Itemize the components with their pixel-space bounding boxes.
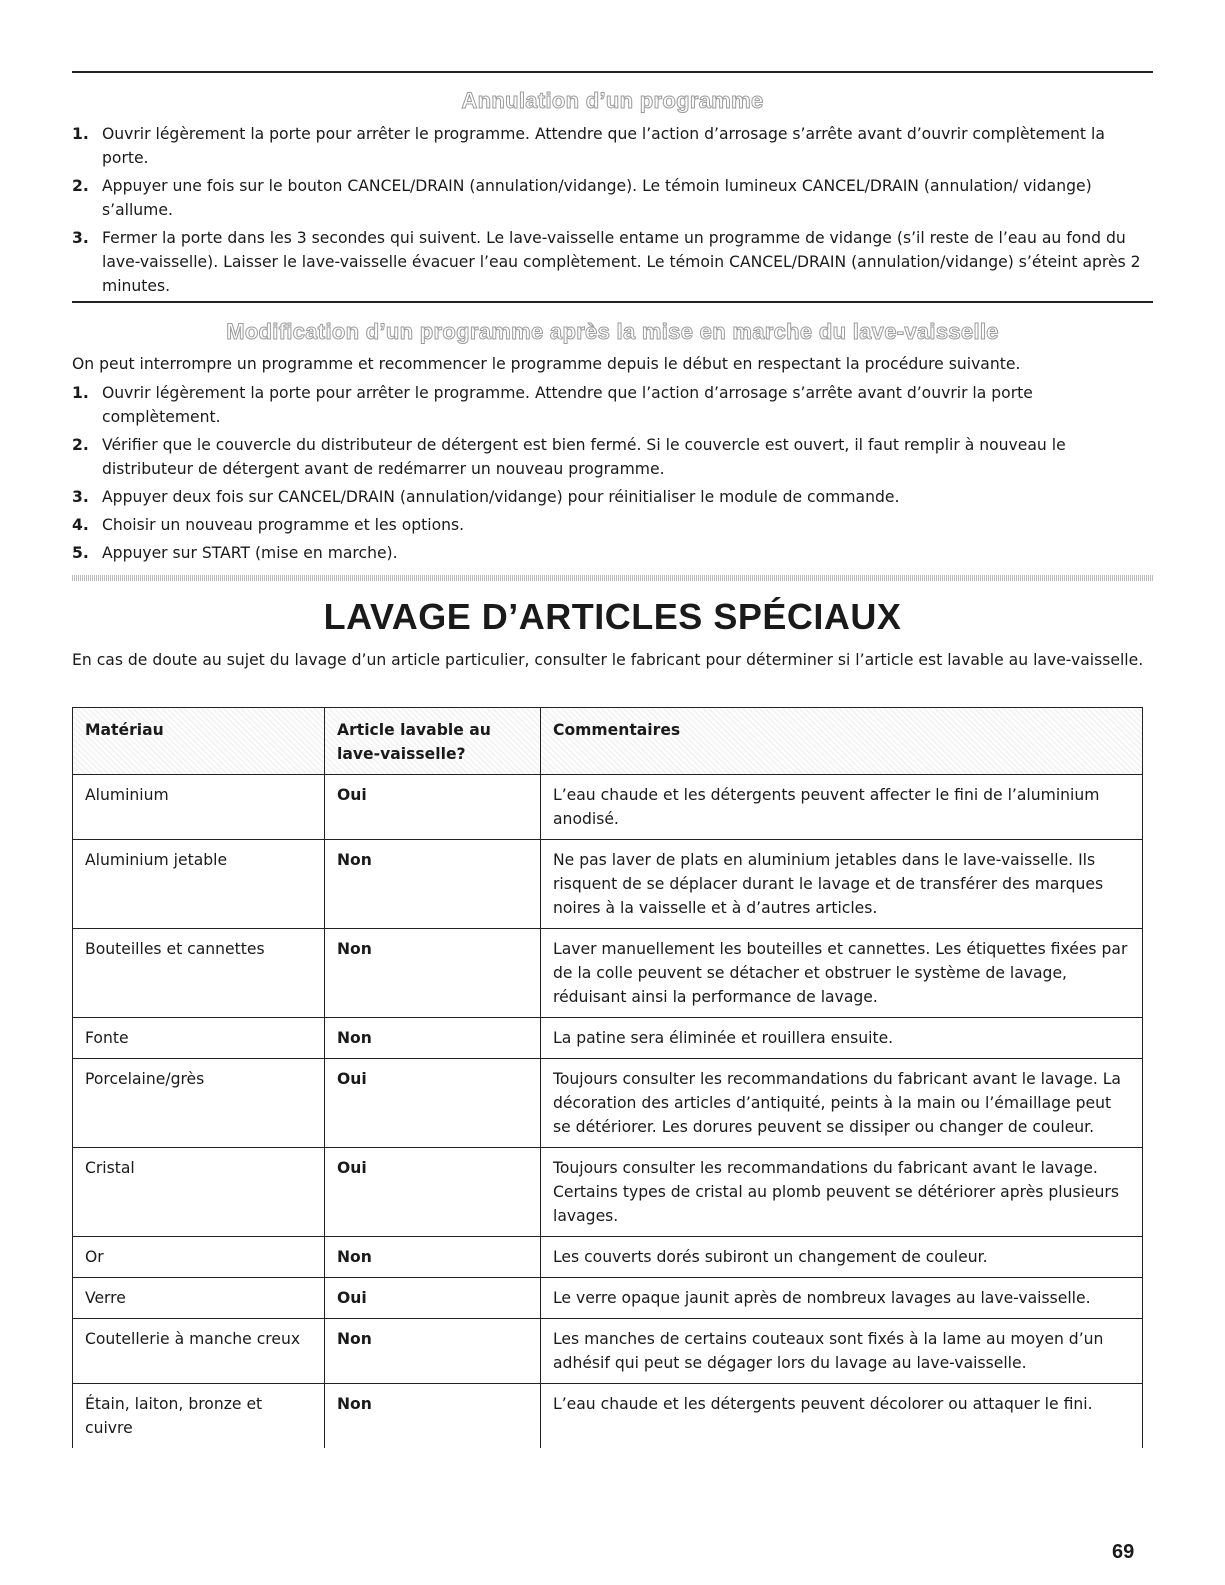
- cell-washable: Oui: [325, 1148, 541, 1237]
- table-row: [73, 1059, 1143, 1148]
- section-title-cancel: Annulation d’un programme: [461, 88, 764, 113]
- cell-washable: Non: [325, 1319, 541, 1384]
- cell-comment: Ne pas laver de plats en aluminium jetables dans le lave-vaisselle. Ils risquent de se déplacer durant le lavage et de transférer des marques noires à la vaisselle et à d’autres articles.: [541, 840, 1143, 929]
- list-item: 3. Fermer la porte dans les 3 secondes qui suivent. Le lave-vaisselle entame un programme de vidange (s’il reste de l’eau au fond du lave-vaisselle). Laisser le lave-vaisselle évacuer l’eau complètement. Le témoin CANCEL/DRAIN (annulation/vidange) s’éteint après 2 minutes.: [72, 229, 1141, 295]
- table-row: [73, 1237, 1143, 1278]
- cell-material: Coutellerie à manche creux: [73, 1319, 325, 1384]
- header-washable: Article lavable au lave-vaisselle?: [325, 708, 541, 775]
- cell-washable: Non: [325, 929, 541, 1018]
- top-rule: [72, 71, 1153, 73]
- table-row: [73, 840, 1143, 929]
- cell-comment: Laver manuellement les bouteilles et cannettes. Les étiquettes fixées par de la colle peuvent se détacher et obstruer le système de lavage, réduisant ainsi la performance de lavage.: [541, 929, 1143, 1018]
- cell-washable: Oui: [325, 1059, 541, 1148]
- cell-material: Aluminium: [73, 775, 325, 840]
- table-row: [73, 1018, 1143, 1059]
- cell-comment: Toujours consulter les recommandations du fabricant avant le lavage. Certains types de cristal au plomb peuvent se détériorer après plusieurs lavages.: [541, 1148, 1143, 1237]
- cell-material: Or: [73, 1237, 325, 1278]
- table-row: [73, 1319, 1143, 1384]
- main-intro: En cas de doute au sujet du lavage d’un article particulier, consulter le fabricant pour déterminer si l’article est lavable au lave-vaisselle.: [72, 651, 1144, 669]
- page-title: LAVAGE D’ARTICLES SPÉCIAUX: [323, 596, 902, 637]
- cell-material: Aluminium jetable: [73, 840, 325, 929]
- table-row: [73, 775, 1143, 840]
- cell-comment: Les couverts dorés subiront un changement de couleur.: [541, 1237, 1143, 1278]
- cell-washable: Non: [325, 840, 541, 929]
- section-divider: [72, 301, 1153, 303]
- list-item: 1. Ouvrir légèrement la porte pour arrêter le programme. Attendre que l’action d’arrosage s’arrête avant d’ouvrir complètement la porte.: [72, 125, 1105, 167]
- cell-washable: Oui: [325, 775, 541, 840]
- table-header-row: [73, 708, 1143, 775]
- table-row: [73, 929, 1143, 1018]
- cancel-steps-list: [72, 122, 1153, 302]
- table-row: [73, 1384, 1143, 1449]
- cell-material: Cristal: [73, 1148, 325, 1237]
- cell-comment: Les manches de certains couteaux sont fixés à la lame au moyen d’un adhésif qui peut se dégager lors du lavage au lave-vaisselle.: [541, 1319, 1143, 1384]
- page-number: 69: [1112, 1541, 1135, 1563]
- list-item: 1. Ouvrir légèrement la porte pour arrêter le programme. Attendre que l’action d’arrosage s’arrête avant d’ouvrir la porte complètement.: [72, 384, 1033, 426]
- list-item: 2. Appuyer une fois sur le bouton CANCEL/DRAIN (annulation/vidange). Le témoin lumineux CANCEL/DRAIN (annulation/ vidange) s’allume.: [72, 177, 1092, 219]
- cell-material: Bouteilles et cannettes: [73, 929, 325, 1018]
- cell-material: Étain, laiton, bronze et cuivre: [73, 1384, 325, 1449]
- cell-material: Porcelaine/grès: [73, 1059, 325, 1148]
- cell-comment: L’eau chaude et les détergents peuvent affecter le fini de l’aluminium anodisé.: [541, 775, 1143, 840]
- section-title-modify: Modification d’un programme après la mise en marche du lave-vaisselle: [226, 319, 999, 344]
- cell-comment: Le verre opaque jaunit après de nombreux lavages au lave-vaisselle.: [541, 1278, 1143, 1319]
- cell-material: Verre: [73, 1278, 325, 1319]
- header-material: Matériau: [73, 708, 325, 775]
- dotted-divider: [72, 575, 1153, 581]
- cell-comment: L’eau chaude et les détergents peuvent décolorer ou attaquer le fini.: [541, 1384, 1143, 1449]
- cell-comment: Toujours consulter les recommandations du fabricant avant le lavage. La décoration des articles d’antiquité, peints à la main ou l’émaillage peut se détériorer. Les dorures peuvent se dissiper ou changer de couleur.: [541, 1059, 1143, 1148]
- list-item: 3. Appuyer deux fois sur CANCEL/DRAIN (annulation/vidange) pour réinitialiser le module de commande.: [72, 488, 900, 506]
- cell-washable: Oui: [325, 1278, 541, 1319]
- cell-washable: Non: [325, 1018, 541, 1059]
- list-item: 2. Vérifier que le couvercle du distributeur de détergent est bien fermé. Si le couvercle est ouvert, il faut remplir à nouveau le distributeur de détergent avant de redémarrer un nouveau programme.: [72, 436, 1066, 478]
- cell-washable: Non: [325, 1384, 541, 1449]
- materials-table: [72, 707, 1143, 1448]
- list-item: 4. Choisir un nouveau programme et les options.: [72, 516, 465, 534]
- table-row: [73, 1278, 1143, 1319]
- modify-intro: On peut interrompre un programme et recommencer le programme depuis le début en respectant la procédure suivante.: [72, 355, 1021, 373]
- cell-washable: Non: [325, 1237, 541, 1278]
- header-comments: Commentaires: [541, 708, 1143, 775]
- list-item: 5. Appuyer sur START (mise en marche).: [72, 544, 398, 562]
- cell-comment: La patine sera éliminée et rouillera ensuite.: [541, 1018, 1143, 1059]
- modify-steps-list: [72, 381, 1153, 569]
- table-row: [73, 1148, 1143, 1237]
- cell-material: Fonte: [73, 1018, 325, 1059]
